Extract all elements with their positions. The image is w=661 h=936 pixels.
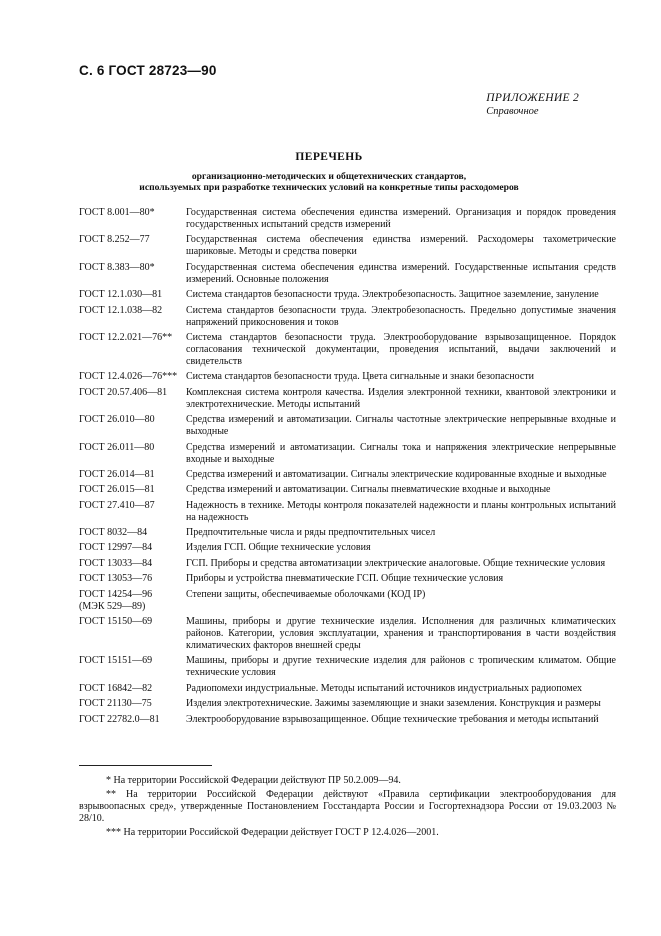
standard-code: ГОСТ 8.001—80* xyxy=(79,207,155,218)
standard-row xyxy=(79,469,616,481)
standard-description: Машины, приборы и другие технические изделия для районов с тропическим климатом. Общие технические условия xyxy=(186,655,616,679)
standard-description: Изделия ГСП. Общие технические условия xyxy=(186,542,371,554)
standard-description: Средства измерений и автоматизации. Сигналы электрические кодированные входные и выходные xyxy=(186,468,607,480)
standard-row xyxy=(79,484,616,496)
footnote-divider xyxy=(79,765,212,766)
standard-row xyxy=(79,558,616,570)
standard-description: Надежность в технике. Методы контроля показателей надежности и планы контрольных испытаний на надежность xyxy=(186,499,616,523)
standard-row xyxy=(79,655,616,679)
standard-row xyxy=(79,414,616,438)
standard-code: ГОСТ 26.014—81 xyxy=(79,468,155,480)
footnote: * На территории Российской Федерации действуют ПР 50.2.009—94. xyxy=(106,775,401,786)
appendix-label xyxy=(486,92,579,118)
footnotes xyxy=(79,775,616,841)
standard-code: ГОСТ 12997—84 xyxy=(79,542,153,554)
standard-row xyxy=(79,387,616,411)
standard-code: ГОСТ 20.57.406—81 xyxy=(79,386,168,398)
standard-description: Приборы и устройства пневматические ГСП. Общие технические условия xyxy=(186,573,504,585)
standard-code: ГОСТ 15150—69 xyxy=(79,616,153,628)
document-subtitle xyxy=(79,171,579,193)
standard-row xyxy=(79,500,616,524)
standard-code: ГОСТ 26.010—80 xyxy=(79,414,155,426)
standard-row xyxy=(79,371,616,383)
standard-code: ГОСТ 13053—76 xyxy=(79,573,153,585)
standard-code: ГОСТ 13033—84 xyxy=(79,557,153,569)
standard-code: ГОСТ 8032—84 xyxy=(79,527,148,539)
standard-code: ГОСТ 16842—82 xyxy=(79,682,153,694)
standard-description: Средства измерений и автоматизации. Сигналы пневматические входные и выходные xyxy=(186,484,551,496)
standard-code: ГОСТ 26.011—80 xyxy=(79,441,155,453)
standard-row xyxy=(79,589,616,613)
standard-code: ГОСТ 26.015—81 xyxy=(79,484,155,496)
document-title: ПЕРЕЧЕНЬ xyxy=(295,151,363,163)
standard-description: Система стандартов безопасности труда. Электробезопасность. Предельно допустимые значения напряжений прикосновения и токов xyxy=(186,304,616,328)
standard-description: Комплексная система контроля качества. Изделия электронной техники, квантовой электроники и электротехнические. Методы испытаний xyxy=(186,386,616,410)
standard-code: ГОСТ 12.4.026—76*** xyxy=(79,371,178,383)
standard-code: ГОСТ 21130—75 xyxy=(79,698,152,710)
standard-row xyxy=(79,698,616,710)
standard-description: Изделия электротехнические. Зажимы заземляющие и знаки заземления. Конструкция и размеры xyxy=(186,698,601,710)
page-header: С. 6 ГОСТ 28723—90 xyxy=(79,63,217,78)
standard-code: ГОСТ 27.410—87 xyxy=(79,499,155,511)
title-block xyxy=(79,151,579,193)
footnote: ** На территории Российской Федерации действуют «Правила сертификации электрооборудования для взрывоопасных сред», утвержденные Постановлением Госстандарта России и Госгортехнадзора России от 19.03.2003 № 28/10. xyxy=(79,789,616,824)
standard-row xyxy=(79,542,616,554)
standard-description: Система стандартов безопасности труда. Электробезопасность. Защитное заземление, зануление xyxy=(186,289,599,301)
document-subtitle-line: организационно-методических и общетехнических стандартов, xyxy=(191,171,467,182)
standard-description: Предпочтительные числа и ряды предпочтительных чисел xyxy=(186,527,436,539)
standard-description: ГСП. Приборы и средства автоматизации электрические аналоговые. Общие технические условия xyxy=(186,557,606,569)
standard-code: ГОСТ 22782.0—81 xyxy=(79,713,160,725)
standard-row xyxy=(79,527,616,539)
standard-row xyxy=(79,332,616,368)
document-subtitle-line: используемых при разработке технических условий на конкретные типы расходомеров xyxy=(139,182,519,193)
standard-code: ГОСТ 15151—69 xyxy=(79,655,153,667)
standard-row xyxy=(79,616,616,652)
footnote: *** На территории Российской Федерации действует ГОСТ Р 12.4.026—2001. xyxy=(106,827,439,838)
standard-row xyxy=(79,573,616,585)
standard-code: ГОСТ 12.2.021—76** xyxy=(79,331,173,343)
standard-row xyxy=(79,234,616,258)
standard-description: Система стандартов безопасности труда. Цвета сигнальные и знаки безопасности xyxy=(186,371,534,383)
standard-row xyxy=(79,262,616,286)
standard-description: Степени защиты, обеспечиваемые оболочками (КОД IP) xyxy=(186,588,426,600)
standard-description: Электрооборудование взрывозащищенное. Общие технические требования и методы испытаний xyxy=(186,713,599,725)
standard-row xyxy=(79,714,616,726)
standard-row xyxy=(79,207,616,231)
standard-code: ГОСТ 12.1.030—81 xyxy=(79,289,163,301)
standard-description: Машины, приборы и другие технические изделия. Исполнения для различных климатических районов. Категории, условия эксплуатации, хранения и транспортирования в части воздействия климатических факторов внешней среды xyxy=(186,616,616,652)
standard-row xyxy=(79,289,616,301)
standards-list xyxy=(79,207,616,729)
standard-description: Система стандартов безопасности труда. Электрооборудование взрывозащищенное. Порядок согласования технической документации, проведения испытаний, выдачи заключений и свидетельств xyxy=(186,331,616,367)
standard-code: ГОСТ 14254—96 (МЭК 529—89) xyxy=(79,588,153,612)
standard-description: Средства измерений и автоматизации. Сигналы частотные электрические непрерывные входные и выходные xyxy=(186,414,616,438)
appendix-subtitle: Справочное xyxy=(486,106,539,117)
standard-description: Радиопомехи индустриальные. Методы испытаний источников индустриальных радиопомех xyxy=(186,682,583,694)
standard-code: ГОСТ 12.1.038—82 xyxy=(79,304,163,316)
standard-description: Государственная система обеспечения единства измерений. Государственные испытания средств измерений. Основные положения xyxy=(186,261,616,285)
standard-code: ГОСТ 8.252—77 xyxy=(79,234,150,246)
appendix-title: ПРИЛОЖЕНИЕ 2 xyxy=(486,92,579,104)
standard-description: Государственная система обеспечения единства измерений. Организация и порядок проведения государственных испытаний средств измерений xyxy=(186,207,616,230)
standard-description: Средства измерений и автоматизации. Сигналы тока и напряжения электрические непрерывные входные и выходные xyxy=(186,441,616,465)
standard-row xyxy=(79,305,616,329)
standard-row xyxy=(79,442,616,466)
standard-code: ГОСТ 8.383—80* xyxy=(79,261,155,273)
standard-row xyxy=(79,683,616,695)
standard-description: Государственная система обеспечения единства измерений. Расходомеры тахометрические шариковые. Методы и средства поверки xyxy=(186,234,616,258)
